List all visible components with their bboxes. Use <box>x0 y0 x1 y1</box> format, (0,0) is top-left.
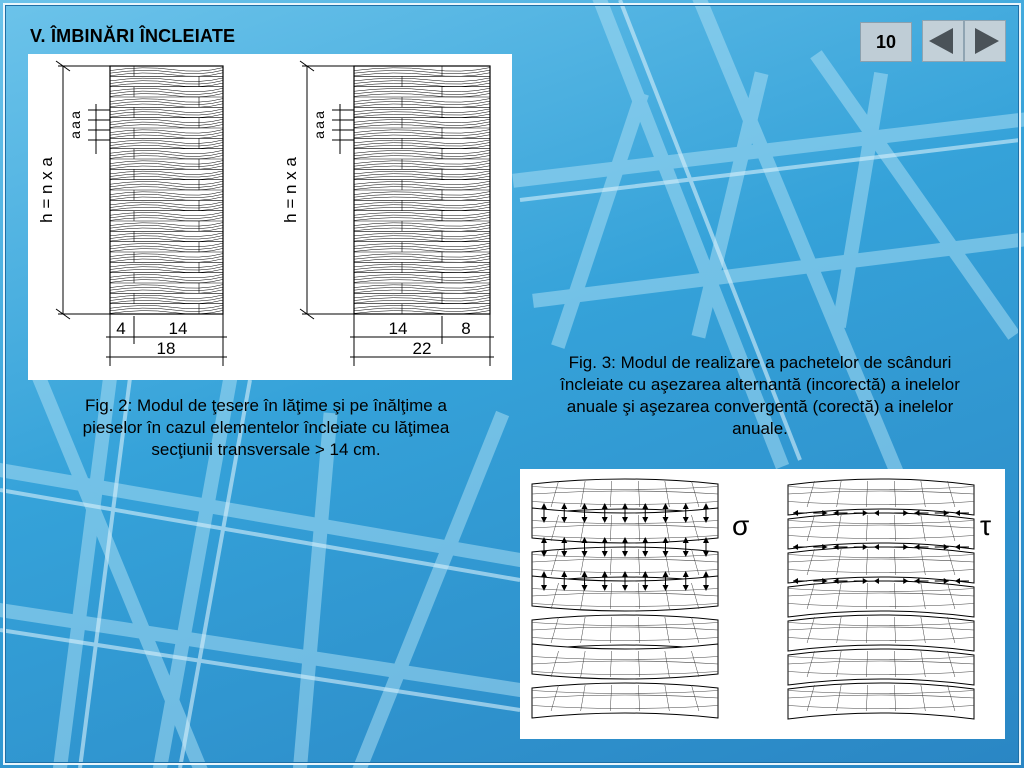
right-width-total: 22 <box>412 339 432 358</box>
triangle-left-icon <box>923 21 963 61</box>
left-pitch-label: a <box>67 111 83 119</box>
right-width-part: 14 <box>388 319 408 338</box>
right-pitch-label: a <box>311 121 327 129</box>
left-height-label: h = n x a <box>37 157 56 223</box>
fig3-stacking-diagram <box>520 469 1005 739</box>
right-height-dimension <box>300 61 354 319</box>
tau-symbol: τ <box>980 510 992 541</box>
page-number: 10 <box>860 22 912 62</box>
left-height-dimension <box>56 61 110 319</box>
triangle-right-icon <box>965 21 1005 61</box>
left-width-total: 18 <box>156 339 176 358</box>
right-pitch-label: a <box>311 131 327 139</box>
left-glulam-section <box>110 66 223 314</box>
slide-title: V. ÎMBINĂRI ÎNCLEIATE <box>30 26 236 46</box>
right-pitch-label: a <box>311 111 327 119</box>
fig2-cross-section-drawings <box>28 54 512 380</box>
fig3-caption: Fig. 3: Modul de realizare a pachetelor de scânduri încleiate cu aşezarea alternantă (incorectă) a inelelor anuale şi aşezarea convergentă (corectă) a inelelor anuale. <box>560 353 960 438</box>
left-width-part: 4 <box>116 319 126 338</box>
right-width-part: 8 <box>461 319 471 338</box>
right-glulam-section <box>354 66 490 314</box>
next-slide-button[interactable] <box>964 20 1006 62</box>
left-width-part: 14 <box>168 319 188 338</box>
convergent-stack <box>788 479 974 719</box>
left-pitch-label: a <box>67 121 83 129</box>
sigma-symbol: σ <box>732 510 750 541</box>
right-height-label: h = n x a <box>281 157 300 223</box>
alternating-stack <box>532 479 718 718</box>
left-pitch-label: a <box>67 131 83 139</box>
previous-slide-button[interactable] <box>922 20 964 62</box>
fig2-caption: Fig. 2: Modul de ţesere în lăţime şi pe înălţime a pieselor în cazul elementelor încleiate cu lăţimea secţiunii transversale > 14 cm. <box>82 396 450 459</box>
